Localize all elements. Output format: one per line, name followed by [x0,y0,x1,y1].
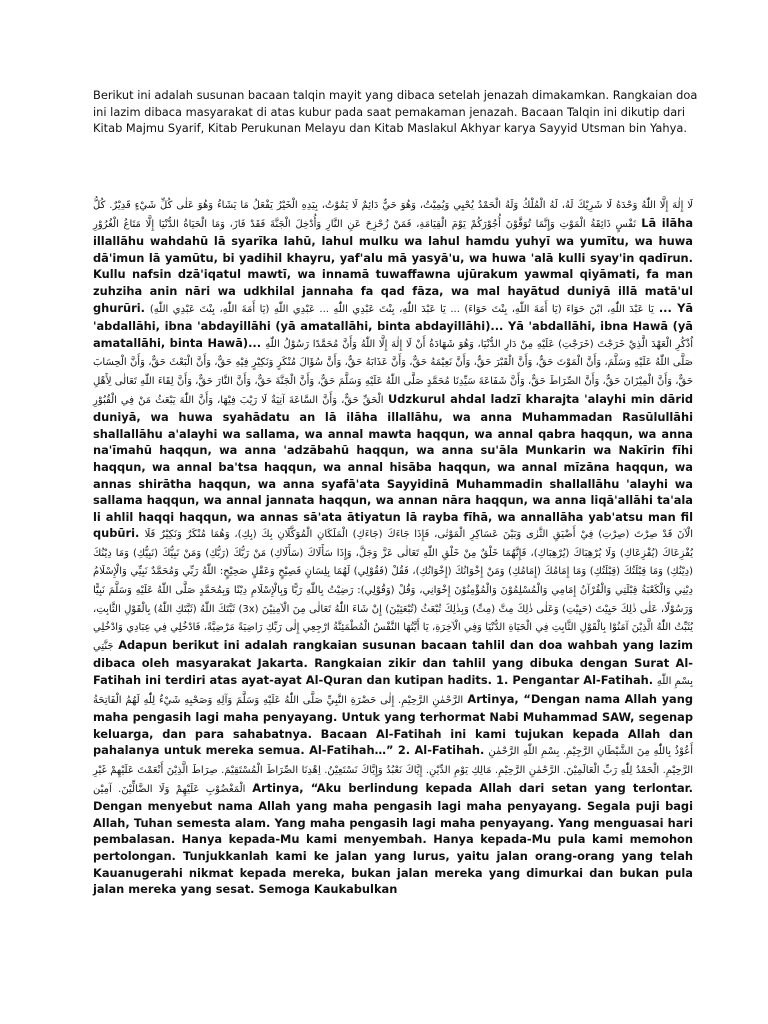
translation-pengantar: Artinya, “Dengan nama Allah yang maha pengasih lagi maha penyayang. Untuk yang terhormat Nabi Muhammad SAW, segenap keluarga, dan para sahabatnya. Bacaan Al-Fatihah ini kami tujukan kepada Allah dan pahalanya untuk mereka semua. Al-Fatihah…” 2. Al-Fatihah. [93,691,693,758]
arabic-nida: يَا عَبْدَ اللّٰهِ، ابْنَ حَوَاءَ (يَا أَمَةَ اللّٰهِ، بِنْتَ حَوَاءَ) ... يَا عَبْدَ اللّٰهِ، بِنْتَ عَبْدِي اللّٰهِ ... عَبْدِي اللّٰهِ (يَا أَمَةَ اللّٰهِ، بِنْتَ عَبْدِي اللّٰهِ) [149,303,654,315]
transliteration-syahadah: Udzkurul ahdal ladzī kharajta 'alayhi min dārid duniyā, wa huwa syahādatu an lā ilāha illallāhu, wa anna Muhammadan Rasūlullāhi shallallāhu a'alayhi wa sallama, wa annal mawta haqqun, wa annal qabra haqqun, wa anna na'īmahū haqqun, wa anna 'adzābahū haqqun, wa anna su'āla Munkarin wa Nakīrin fīhi haqqun, wa annal ba'tsa haqqun, wa annal hisāba haqqun, wa annal mīzāna haqqun, wa annas shirātha haqqun, wa anna syafā'ata Sayyidinā Muhammadin shallallāhu 'alayhi wa sallama haqqun, wa annal jannata haqqun, wa annan nāra haqqun, wa anna liqā'allāhi ta'ala li ahlil haqqi haqqun, wa annas sā'ata ātiyatun lā rayba fīhā, wa annallāha yab'atsu man fil qubūri. [93,391,694,541]
transliteration-nida: ... Yā 'abdallāhi, ibna 'abdayillāhi (yā amatallāhi, binta abdayillāhi)... Yā 'abdallāhi, ibna Hawā (yā amatallāhi, binta Hawā)... [93,300,694,350]
arabic-tahlil: لَا إِلٰهَ إِلَّا اللّٰهُ وَحْدَهُ لَا شَرِيْكَ لَهُ، لَهُ الْمُلْكُ وَلَهُ الْحَمْدُ يُحْيِي وَيُمِيْتُ، وَهُوَ حَيٌّ دَائِمٌ لَا يَمُوْتُ، بِيَدِهِ الْخَيْرُ يَفْعَلُ مَا يَشَاءُ وَهُوَ عَلٰى كُلِّ شَيْءٍ قَدِيْرٌ. كُلُّ نَفْسٍ ذَائِقَةُ الْمَوْتِ وَإِنَّمَا تُوَفَّوْنَ أُجُوْرَكُمْ يَوْمَ الْقِيَامَةِ، فَمَنْ زُحْزِحَ عَنِ النَّارِ وَأُدْخِلَ الْجَنَّةَ فَقَدْ فَازَ، وَمَا الْحَيَاةُ الدُّنْيَا إِلَّا مَتَاعُ الْغُرُوْرِ [93,200,693,230]
transliteration-tahlil: Lā ilāha illallāhu wahdahū lā syarīka lahū, lahul mulku wa lahul hamdu yuhyī wa yumītu, wa huwa dā'imun lā yamūtu, bi yadihil khayru, yaf'alu mā yasyā'u, wa huwa 'alā kulli syay'in qadīrun. Kullu nafsin dzā'iqatul mawtī, wa innamā tuwaffawna ujūrakum yawmal qiyāmati, fa man zuhziha anin nāri wa udkhilal jannaha fa qad fāza, wa mal hayātud duniyā illā matā'ul ghurūri. [93,215,694,315]
jakarta-tahlil-intro: Adapun berikut ini adalah rangkaian susunan bacaan tahlil dan doa wahbah yang lazim dibaca oleh masyarakat Jakarta. Rangkaian zikir dan tahlil yang dibuka dengan Surat Al-Fatihah ini terdiri atas ayat-ayat Al-Quran dan kutipan hadits. 1. Pengantar Al-Fatihah. [93,637,693,688]
talqin-text-block [93,196,693,898]
arabic-syahadah: اُذْكُرِ الْعَهْدَ الَّذِيْ خَرَجْتَ (خَرَجْتِ) عَلَيْهِ مِنْ دَارِ الدُّنْيَا، وَهُوَ شَهَادَةُ أَنْ لَا إِلٰهَ إِلَّا اللّٰهُ وَأَنَّ مُحَمَّدًا رَسُوْلُ اللّٰهِ صَلَّى اللّٰهُ عَلَيْهِ وَسَلَّمَ، وَأَنَّ الْمَوْتَ حَقٌّ، وَأَنَّ الْقَبْرَ حَقٌّ، وَأَنَّ نَعِيْمَهُ حَقٌّ، وَأَنَّ عَذَابَهُ حَقٌّ، وَأَنَّ سُؤَالَ مُنْكَرٍ وَنَكِيْرٍ فِيْهِ حَقٌّ، وَأَنَّ الْبَعْثَ حَقٌّ، وَأَنَّ الْحِسَابَ حَقٌّ، وَأَنَّ الْمِيْزَانَ حَقٌّ، وَأَنَّ الصِّرَاطَ حَقٌّ، وَأَنَّ شَفَاعَةَ سَيِّدِنَا مُحَمَّدٍ صَلَّى اللّٰهُ عَلَيْهِ وَسَلَّمَ حَقٌّ، وَأَنَّ الْجَنَّةَ حَقٌّ، وَأَنَّ النَّارَ حَقٌّ، وَأَنَّ لِقَاءَ اللّٰهِ تَعَالٰى لِأَهْلِ الْحَقِّ حَقٌّ، وَأَنَّ السَّاعَةَ آتِيَةٌ لَا رَيْبَ فِيْهَا، وَأَنَّ اللّٰهَ يَبْعَثُ مَنْ فِي الْقُبُوْرِ [93,338,694,406]
intro-paragraph: Berikut ini adalah susunan bacaan talqin mayit yang dibaca setelah jenazah dimakamkan. Rangkaian doa ini lazim dibaca masyarakat di atas kubur pada saat pemakaman jenazah. Bacaan Talqin ini dikutip dari Kitab Majmu Syarif, Kitab Perukunan Melayu dan Kitab Maslakul Akhyar karya Sayyid Utsman bin Yahya. [93,88,698,136]
arabic-sual: الْآنَ قَدْ صِرْتَ (صِرْتِ) فِيْ أَضْيَقِ الثَّرٰى وَبَيْنَ عَسَاكِرِ الْمَوْتٰى، فَإِذَا جَاءَكَ (جَاءَكِ) الْمَلَكَانِ الْمُوَكَّلَانِ بِكَ (بِكِ)، وَهُمَا مُنْكَرٌ وَنَكِيْرٌ فَلَا يُفْزِعَاكَ (يُفْزِعَاكِ) وَلَا يُرْهِبَاكَ (يُرْهِبَاكِ)، فَإِنَّهُمَا خَلْقٌ مِنْ خَلْقِ اللّٰهِ تَعَالٰى عَزَّ وَجَلَّ، وَإِذَا سَأَلَاكَ (سَأَلَاكِ) مَنْ رَبُّكَ (رَبُّكِ) وَمَنْ نَبِيُّكَ (نَبِيُّكِ) وَمَا دِيْنُكَ (دِيْنُكِ) وَمَا قِبْلَتُكَ (قِبْلَتُكِ) وَمَا إِمَامُكَ (إِمَامُكِ) وَمَنْ إِخْوَانُكَ (إِخْوَانُكِ)، فَقُلْ (فَقُوْلِي) لَهُمَا بِلِسَانٍ فَصِيْحٍ وَعَقْلٍ صَحِيْحٍ: اللّٰهُ رَبِّي وَمُحَمَّدٌ نَبِيِّي وَالْإِسْلَامُ دِيْنِي وَالْكَعْبَةُ قِبْلَتِي وَالْقُرْآنُ إِمَامِي وَالْمُسْلِمُوْنَ وَالْمُؤْمِنُوْنَ إِخْوَانِي، وَقُلْ (وَقُوْلِي): رَضِيْتُ بِاللّٰهِ رَبًّا وَبِالْإِسْلَامِ دِيْنًا وَبِمُحَمَّدٍ صَلَّى اللّٰهُ عَلَيْهِ وَسَلَّمَ نَبِيًّا وَرَسُوْلًا، عَلٰى ذٰلِكَ حَيِيْتَ (حَيِيْتِ) وَعَلٰى ذٰلِكَ مِتَّ (مِتِّ) وَبِذٰلِكَ تُبْعَثُ (تُبْعَثِيْنَ) إِنْ شَاءَ اللّٰهُ تَعَالٰى مِنَ الْآمِنِيْنَ (3x) ثَبَّتَكَ اللّٰهُ (ثَبَّتَكِ اللّٰهُ) بِالْقَوْلِ الثَّابِتِ، يُثَبِّتُ اللّٰهُ الَّذِيْنَ آمَنُوْا بِالْقَوْلِ الثَّابِتِ فِي الْحَيَاةِ الدُّنْيَا وَفِي الْآخِرَةِ، يَا أَيَّتُهَا النَّفْسُ الْمُطْمَئِنَّةُ ارْجِعِي إِلٰى رَبِّكِ رَاضِيَةً مَرْضِيَّةً، فَادْخُلِي فِي عِبَادِي وَادْخُلِي جَنَّتِي [93,529,693,652]
arabic-pengantar-fatihah: بِسْمِ اللّٰهِ الرَّحْمٰنِ الرَّحِيْمِ. إِلٰى حَضْرَةِ النَّبِيِّ صَلَّى اللّٰهُ عَلَيْهِ وَسَلَّمَ وَآلِهِ وَصَحْبِهِ شَيْءٌ لِلّٰهِ لَهُمُ الْفَاتِحَةُ [93,676,693,706]
arabic-fatihah: أَعُوْذُ بِاللّٰهِ مِنَ الشَّيْطَانِ الرَّجِيْمِ. بِسْمِ اللّٰهِ الرَّحْمٰنِ الرَّحِيْمِ. الْحَمْدُ لِلّٰهِ رَبِّ الْعَالَمِيْنَ. الرَّحْمٰنِ الرَّحِيْمِ. مَالِكِ يَوْمِ الدِّيْنِ. إِيَّاكَ نَعْبُدُ وَإِيَّاكَ نَسْتَعِيْنُ. اِهْدِنَا الصِّرَاطَ الْمُسْتَقِيْمَ. صِرَاطَ الَّذِيْنَ أَنْعَمْتَ عَلَيْهِمْ غَيْرِ الْمَغْضُوْبِ عَلَيْهِمْ وَلَا الضَّالِّيْنَ. آمِيْن [93,746,694,795]
translation-fatihah: Artinya, “Aku berlindung kepada Allah dari setan yang terlontar. Dengan menyebut nama Allah yang maha pengasih lagi maha penyayang. Segala puji bagi Allah, Tuhan semesta alam. Yang maha pengasih lagi maha penyayang. Yang menguasai hari pembalasan. Hanya kepada-Mu kami menyembah. Hanya kepada-Mu pula kami memohon pertolongan. Tunjukkanlah kami ke jalan yang lurus, yaitu jalan orang-orang yang telah Kauanugerahi nikmat kepada mereka, bukan jalan mereka yang dimurkai dan bukan pula jalan mereka yang sesat. Semoga Kaukabulkan [93,780,693,897]
